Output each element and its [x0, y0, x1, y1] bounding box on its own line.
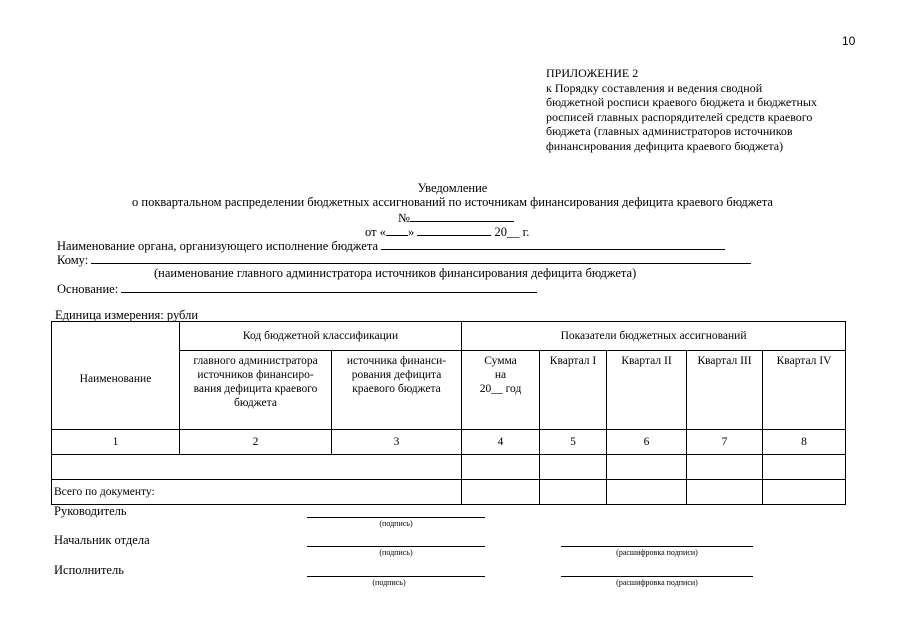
dept-sign-caption: (подпись) [379, 548, 413, 557]
appendix-line: к Порядку составления и ведения сводной [546, 80, 763, 95]
col-source-line: источника финанси- [346, 355, 447, 367]
data-cell[interactable] [462, 455, 540, 480]
date-day-field[interactable] [386, 224, 408, 236]
col-number: 5 [540, 430, 607, 455]
col-source-line: рования дефицита [351, 369, 442, 381]
data-cell[interactable] [763, 455, 846, 480]
basis-label: Основание: [57, 282, 119, 296]
col-indicators-group-header: Показатели бюджетных ассигнований [462, 322, 846, 351]
total-row [52, 480, 846, 505]
to-label: Кому: [57, 253, 89, 267]
col-name-header: Наименование [52, 322, 180, 430]
col-q4-header: Квартал IV [763, 351, 846, 430]
head-sign-caption: (подпись) [379, 519, 413, 528]
col-number: 7 [687, 430, 763, 455]
appendix-block [546, 66, 817, 153]
number-field[interactable] [410, 210, 514, 222]
organ-field[interactable] [381, 238, 725, 250]
executor-decode-caption: (расшифровка подписи) [616, 578, 698, 587]
data-cell[interactable] [687, 455, 763, 480]
date-month-field[interactable] [417, 224, 491, 236]
col-admin-header [180, 351, 332, 430]
appendix-line: бюджета (главных администраторов источников [546, 124, 793, 138]
total-cell[interactable] [607, 480, 687, 505]
col-source-line: краевого бюджета [352, 383, 441, 395]
dept-decode-caption: (расшифровка подписи) [616, 548, 698, 557]
data-cell[interactable] [540, 455, 607, 480]
col-number: 4 [462, 430, 540, 455]
col-admin-line: источников финансиро- [197, 369, 314, 381]
col-admin-line: вания дефицита краевого [193, 383, 318, 395]
dept-sign-line[interactable] [307, 546, 485, 547]
col-admin-line: главного администратора [193, 355, 318, 367]
total-cell[interactable] [687, 480, 763, 505]
dept-decode-line[interactable] [561, 546, 753, 547]
appendix-title: ПРИЛОЖЕНИЕ 2 [546, 66, 639, 80]
col-number: 8 [763, 430, 846, 455]
col-q2-header: Квартал II [607, 351, 687, 430]
executor-sign-caption: (подпись) [372, 578, 406, 587]
total-label: Всего по документу: [52, 480, 462, 505]
date-year: 20__ г. [494, 225, 530, 239]
appendix-line: финансирования дефицита краевого бюджета) [546, 138, 784, 153]
basis-field[interactable] [121, 281, 537, 293]
number-label: № [398, 211, 410, 225]
basis-row [57, 281, 537, 297]
to-caption: (наименование главного администратора источников финансирования дефицита бюджета) [154, 266, 637, 280]
organ-label: Наименование органа, организующего исполнение бюджета [57, 239, 378, 253]
executor-label: Исполнитель [54, 563, 124, 577]
appendix-line: бюджетной росписи краевого бюджета и бюджетных [546, 95, 817, 109]
col-number: 1 [52, 430, 180, 455]
col-admin-line: бюджета [234, 397, 277, 409]
col-number: 6 [607, 430, 687, 455]
table-row [52, 455, 846, 480]
col-sum-header [462, 351, 540, 430]
total-cell[interactable] [540, 480, 607, 505]
col-sum-line: 20__ год [479, 383, 522, 395]
document-title: Уведомление [417, 181, 488, 195]
col-q3-header: Квартал III [687, 351, 763, 430]
col-number: 3 [332, 430, 462, 455]
total-cell[interactable] [462, 480, 540, 505]
executor-sign-line[interactable] [307, 576, 485, 577]
col-sum-line: Сумма [484, 355, 517, 367]
unit-label: Единица измерения: рубли [55, 308, 199, 322]
page-number: 10 [842, 34, 856, 48]
data-cell[interactable] [607, 455, 687, 480]
date-from-label: от « [365, 225, 386, 239]
data-cell[interactable] [52, 455, 462, 480]
document-subtitle: о поквартальном распределении бюджетных ассигнований по источникам финансирования дефицита краевого бюджета [132, 195, 773, 209]
col-code-group-header: Код бюджетной классификации [180, 322, 462, 351]
dept-head-label: Начальник отдела [54, 533, 150, 547]
date-quote-close: » [407, 225, 415, 239]
col-q1-header: Квартал I [540, 351, 607, 430]
to-field[interactable] [91, 252, 751, 264]
head-label: Руководитель [54, 504, 127, 518]
col-source-header [332, 351, 462, 430]
executor-decode-line[interactable] [561, 576, 753, 577]
appendix-line: росписей главных распорядителей средств краевого [546, 109, 813, 124]
total-cell[interactable] [763, 480, 846, 505]
head-sign-line[interactable] [307, 517, 485, 518]
col-sum-line: на [494, 369, 507, 381]
allocation-table [51, 321, 846, 505]
col-number: 2 [180, 430, 332, 455]
